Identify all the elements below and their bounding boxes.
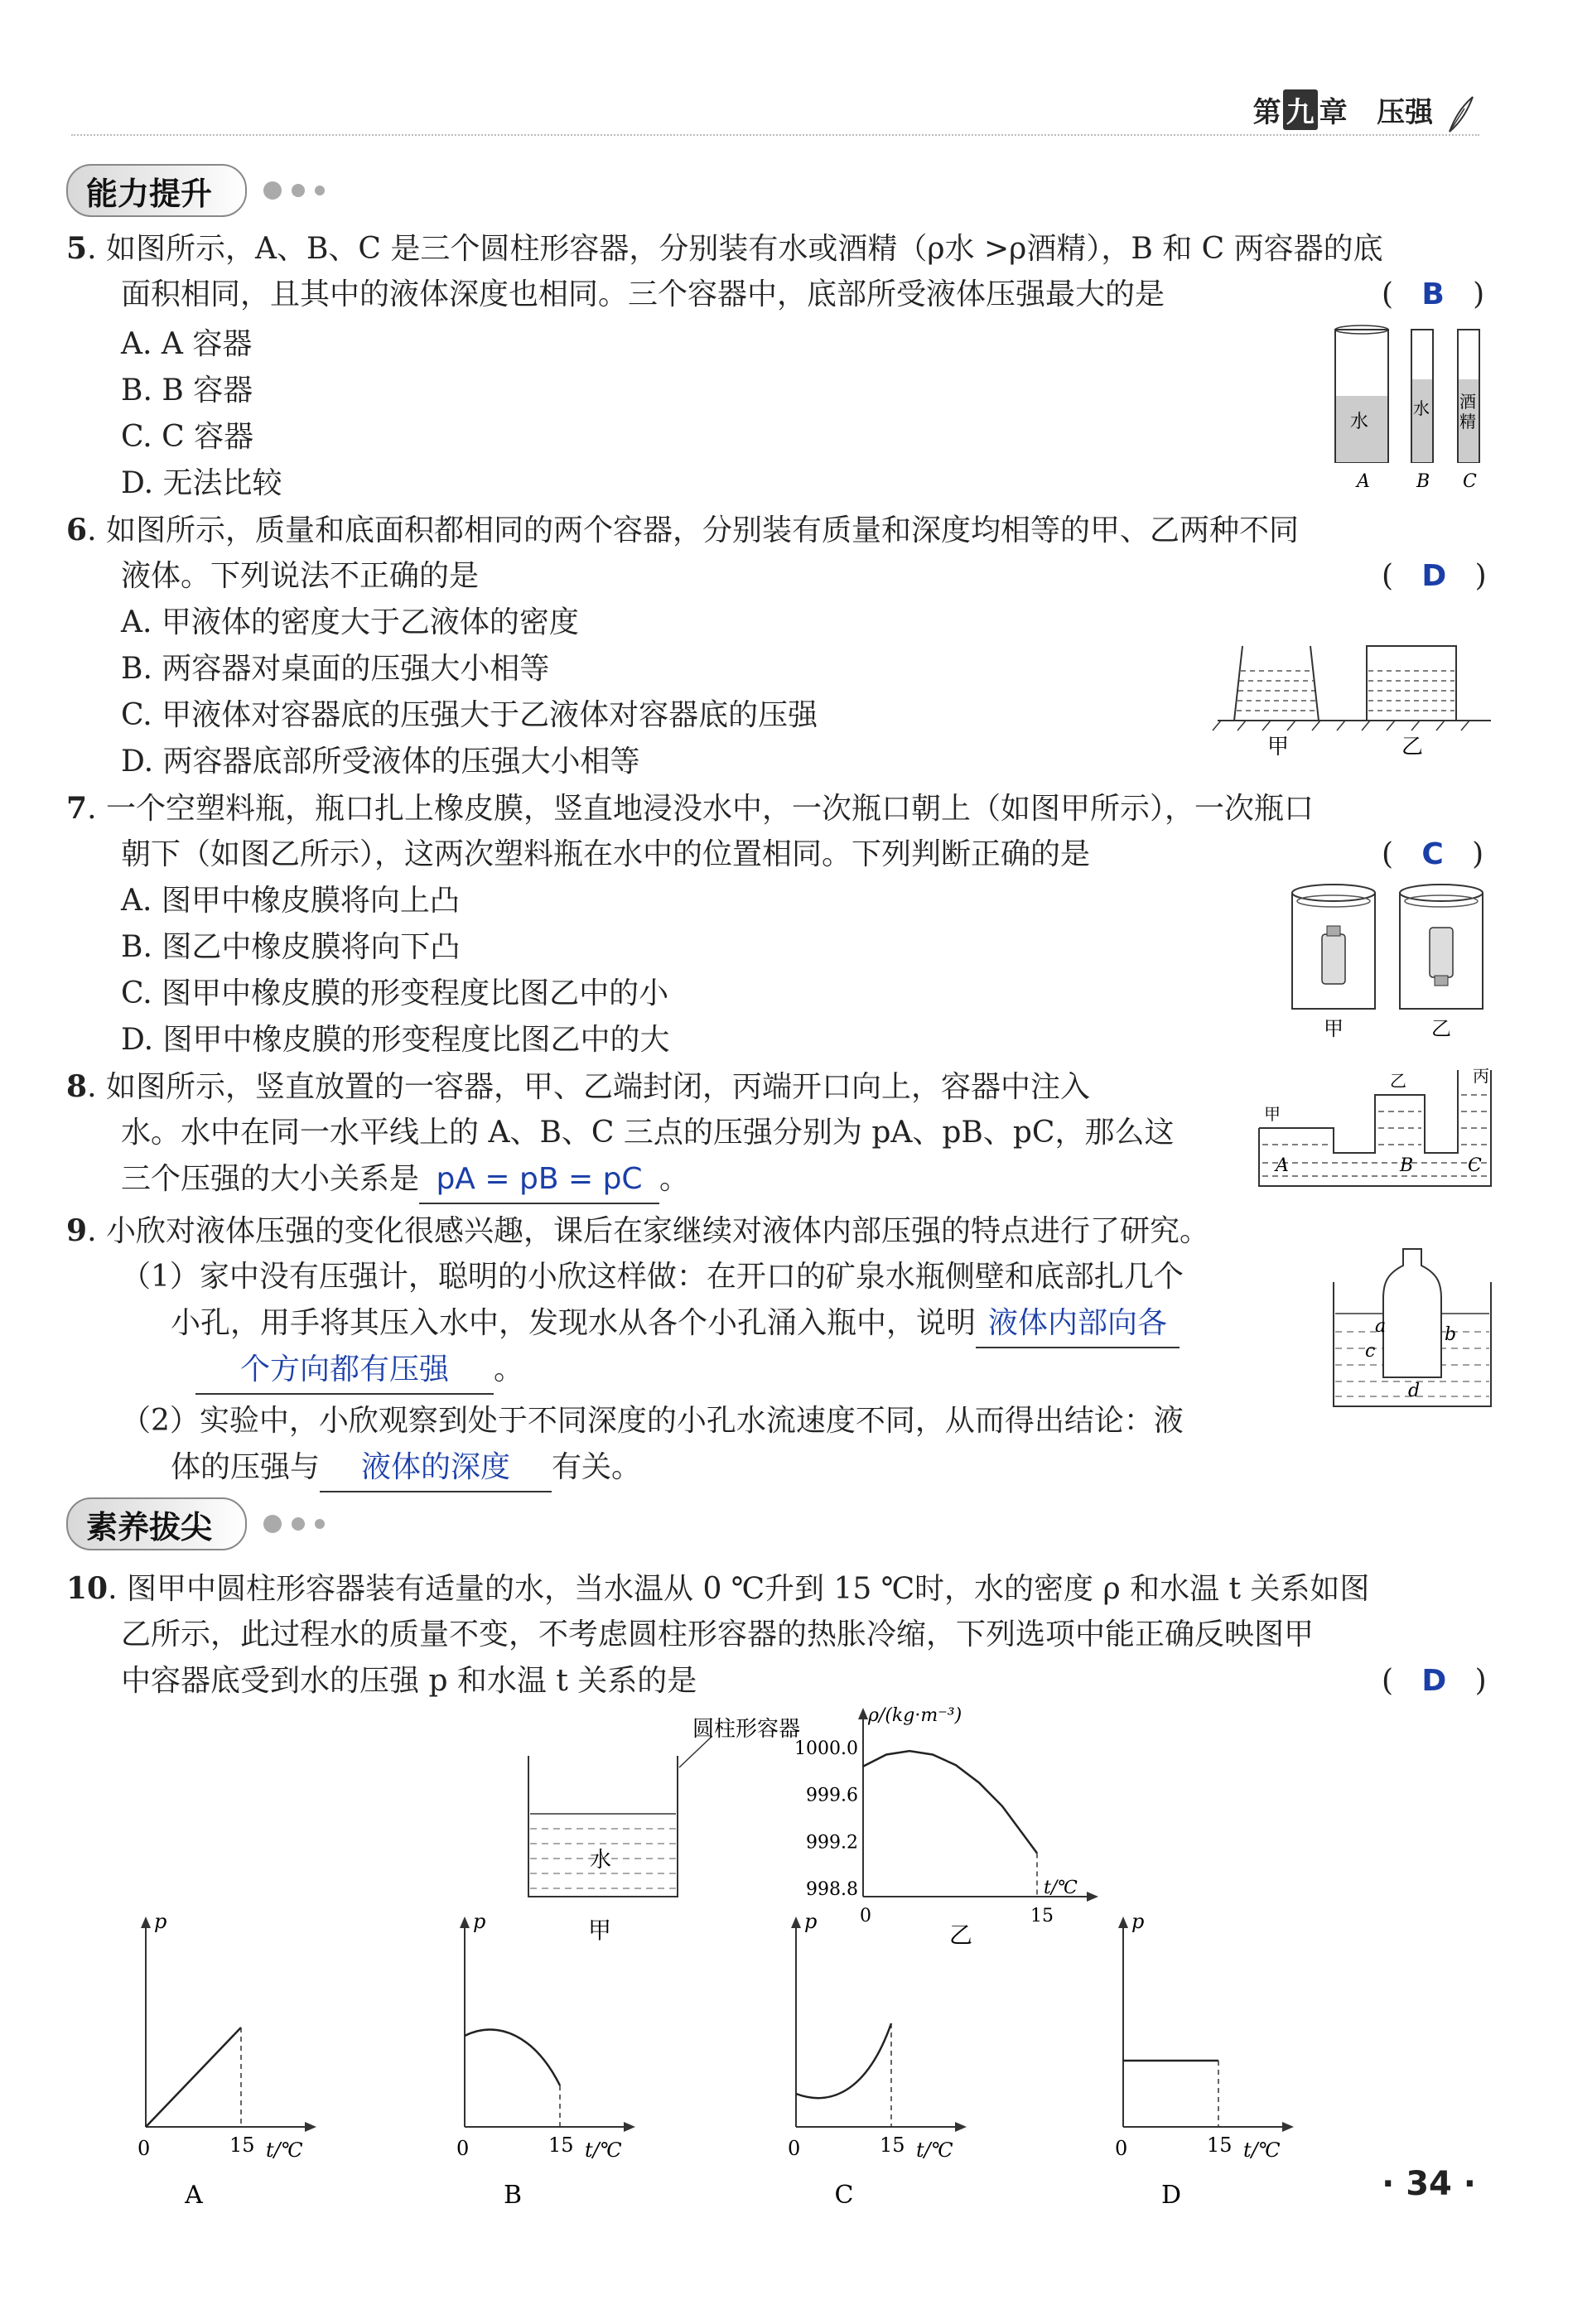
section-literacy-title: 素养拔尖	[66, 1497, 247, 1550]
q5-line1	[66, 225, 1383, 272]
section-dots-2	[263, 1515, 325, 1533]
section-dots	[263, 181, 325, 200]
q7-label-jia: 甲	[1324, 1017, 1344, 1040]
graph-plot-area	[146, 2027, 241, 2127]
graph-ylabel: p	[154, 1910, 167, 1933]
q8-label-jia: 甲	[1264, 1104, 1281, 1124]
q7-line1	[66, 785, 1314, 832]
q9-hole-a: a	[1375, 1316, 1387, 1337]
graph-xtick-15: 15	[880, 2134, 905, 2157]
q8-point-a: A	[1276, 1155, 1289, 1176]
graph-xtick-15: 15	[229, 2134, 255, 2157]
quill-icon	[1443, 94, 1476, 135]
q9-p1-answer2: 个方向都有压强	[195, 1347, 494, 1395]
option-graph-d	[1115, 1910, 1294, 2203]
q6-figure	[1209, 638, 1499, 770]
q8-point-b: B	[1400, 1155, 1414, 1176]
q6-line1	[66, 507, 1299, 554]
graph-y-arrow	[460, 1917, 470, 1928]
graph-ylabel: p	[804, 1910, 818, 1933]
q5-answer: ( B )	[1382, 277, 1485, 311]
q9-line1	[66, 1208, 1209, 1255]
chapter-number: 九	[1283, 89, 1318, 130]
q6-number: 6	[66, 513, 88, 547]
q8-text2: 水。水中在同一水平线上的 A、B、C 三点的压强分别为 pA、pB、pC，那么这	[121, 1116, 1175, 1150]
q9-number: 9	[66, 1213, 88, 1248]
chapter-title: 压强	[1377, 96, 1434, 129]
q7-answer-value: C	[1421, 837, 1444, 871]
graph-plot-area	[796, 2023, 891, 2127]
section-ability-title: 能力提升	[66, 164, 247, 217]
q9-p2-line2	[171, 1444, 641, 1492]
q8-number: 8	[66, 1069, 88, 1104]
graph-plot-area	[465, 2030, 560, 2128]
chapter-header	[1253, 89, 1476, 135]
graph-xtick-0: 0	[1115, 2137, 1128, 2160]
density-curve	[863, 1751, 1037, 1853]
q9-p2-answer: 液体的深度	[320, 1444, 552, 1492]
q8-text3-end: 。	[659, 1162, 690, 1196]
q9-hole-c: c	[1365, 1341, 1376, 1362]
q10-number: 10	[66, 1571, 109, 1606]
q10-answer-value: D	[1421, 1664, 1447, 1698]
option-graph-a	[137, 1910, 316, 2203]
q9-text1: . 小欣对液体压强的变化很感兴趣，课后在家继续对液体内部压强的特点进行了研究。	[87, 1214, 1209, 1248]
graph-xlabel: t/℃	[1243, 2138, 1281, 2162]
q6-option-d: D. 两容器底部所受液体的压强大小相等	[121, 745, 640, 779]
graph-x-arrow	[955, 2122, 967, 2132]
graph-xtick-15: 15	[1207, 2134, 1233, 2157]
q9-p1-end: 。	[494, 1352, 524, 1386]
graph-y-arrow	[1118, 1917, 1128, 1928]
q9-p2-end: 有关。	[552, 1450, 642, 1484]
page-number: · 34 ·	[1382, 2165, 1476, 2203]
q5-figure	[1325, 321, 1499, 495]
q8-line3	[121, 1156, 689, 1204]
q6-label-jia: 甲	[1267, 735, 1290, 759]
q10-water-label: 水	[590, 1848, 612, 1873]
q5-number: 5	[66, 231, 88, 266]
density-xtick: 15	[1030, 1906, 1054, 1926]
graph-caption: C	[834, 2181, 854, 2203]
q5-option-b: B. B 容器	[121, 374, 253, 407]
q7-number: 7	[66, 791, 88, 826]
density-ytick: 998.8	[806, 1879, 858, 1900]
graph-xtick-0: 0	[137, 2137, 151, 2160]
q8-figure	[1251, 1062, 1499, 1194]
graph-xtick-0: 0	[456, 2137, 470, 2160]
q7-option-d: D. 图甲中橡皮膜的形变程度比图乙中的大	[121, 1023, 670, 1057]
q8-label-yi: 乙	[1390, 1071, 1406, 1091]
graph-plot-area	[1123, 2061, 1218, 2127]
graph-xlabel: t/℃	[266, 2138, 303, 2162]
graph-xtick-15: 15	[548, 2134, 574, 2157]
graph-caption: D	[1160, 2181, 1182, 2203]
q5-option-a: A. A 容器	[121, 327, 253, 361]
q5-water-label: 水	[1350, 412, 1369, 432]
q10-line1	[66, 1565, 1369, 1613]
q9-p1-text1: （1）家中没有压强计，聪明的小欣这样做：在开口的矿泉水瓶侧壁和底部扎几个	[121, 1260, 1184, 1294]
q7-text1: . 一个空塑料瓶，瓶口扎上橡皮膜，竖直地浸没水中，一次瓶口朝上（如图甲所示），一次瓶口	[87, 792, 1314, 826]
q6-text1: . 如图所示，质量和底面积都相同的两个容器，分别装有质量和深度均相等的甲、乙两种不同	[87, 513, 1299, 547]
q8-text3: 三个压强的大小关系是	[121, 1162, 420, 1196]
q10-container-label: 圆柱形容器	[692, 1717, 801, 1742]
chapter-prefix: 第	[1252, 96, 1281, 129]
q6-answer-value: D	[1421, 559, 1447, 593]
q9-p2-text1: （2）实验中，小欣观察到处于不同深度的小孔水流速度不同，从而得出结论：液	[121, 1404, 1184, 1438]
q7-figure	[1284, 876, 1499, 1042]
q6-label-yi: 乙	[1401, 735, 1424, 759]
section-ability	[66, 164, 325, 217]
q10-text2: 乙所示，此过程水的质量不变，不考虑圆柱形容器的热胀冷缩，下列选项中能正确反映图甲	[121, 1618, 1315, 1651]
q6-answer: ( D )	[1382, 559, 1487, 593]
density-ylabel: ρ/(kg·m⁻³)	[868, 1705, 962, 1726]
density-xlabel: t/℃	[1044, 1878, 1078, 1898]
q7-option-c: C. 图甲中橡皮膜的形变程度比图乙中的小	[121, 976, 669, 1010]
q9-p1-text2: 小孔，用手将其压入水中，发现水从各个小孔涌入瓶中，说明	[171, 1306, 977, 1340]
option-graph-c	[788, 1910, 967, 2203]
graph-ylabel: p	[1131, 1910, 1145, 1933]
q8-answer: pA = pB = pC	[419, 1156, 659, 1204]
graph-caption: B	[503, 2181, 523, 2203]
q5-label-c: C	[1463, 471, 1477, 492]
graph-xlabel: t/℃	[585, 2138, 622, 2162]
graph-curve	[146, 2027, 241, 2127]
graph-y-arrow	[141, 1917, 151, 1928]
option-graph-b	[456, 1910, 635, 2203]
q10-text3: 中容器底受到水的压强 p 和水温 t 关系的是	[121, 1664, 697, 1698]
density-ytick: 1000.0	[794, 1738, 858, 1759]
q9-hole-d: d	[1408, 1381, 1421, 1401]
q6-option-a: A. 甲液体的密度大于乙液体的密度	[121, 605, 579, 639]
q6-option-b: B. 两容器对桌面的压强大小相等	[121, 652, 550, 686]
q10-option-graphs	[116, 1905, 1491, 2203]
q5-label-a: A	[1357, 471, 1370, 492]
q7-answer: ( C )	[1382, 837, 1484, 871]
graph-x-arrow	[1282, 2122, 1294, 2132]
graph-xlabel: t/℃	[916, 2138, 953, 2162]
chapter-suffix: 章	[1319, 96, 1348, 129]
q9-hole-b: b	[1445, 1324, 1457, 1345]
density-ytick: 999.6	[806, 1785, 858, 1806]
density-ytick: 999.2	[806, 1832, 858, 1854]
q10-caption-jia: 甲	[588, 1917, 612, 1944]
q5-alcohol-top: 酒	[1459, 392, 1476, 412]
q6-option-c: C. 甲液体对容器底的压强大于乙液体对容器底的压强	[121, 698, 818, 732]
q5-label-b: B	[1416, 471, 1430, 492]
graph-x-arrow	[624, 2122, 635, 2132]
section-literacy	[66, 1497, 325, 1550]
graph-ylabel: p	[473, 1910, 486, 1933]
graph-x-arrow	[305, 2122, 316, 2132]
q8-line1	[66, 1063, 1090, 1111]
q10-answer: ( D )	[1382, 1664, 1487, 1698]
graph-caption: A	[185, 2181, 203, 2203]
q9-p1-line3	[195, 1347, 523, 1395]
density-xtick: 0	[860, 1906, 871, 1926]
q5-option-d: D. 无法比较	[121, 466, 282, 500]
q5-text1: . 如图所示，A、B、C 是三个圆柱形容器，分别装有水或酒精（ρ水 >ρ酒精），B 和 C 两容器的底	[87, 232, 1383, 266]
header-divider	[71, 134, 1479, 136]
q5-option-c: C. C 容器	[121, 420, 254, 454]
q8-point-c: C	[1468, 1155, 1482, 1176]
q5-text2: 面积相同，且其中的液体深度也相同。三个容器中，底部所受液体压强最大的是	[121, 277, 1165, 311]
q9-figure	[1325, 1241, 1499, 1415]
graph-y-arrow	[791, 1917, 801, 1928]
q8-text1: . 如图所示，竖直放置的一容器，甲、乙端封闭，丙端开口向上，容器中注入	[87, 1070, 1090, 1104]
q10-text1: . 图甲中圆柱形容器装有适量的水，当水温从 0 ℃升到 15 ℃时，水的密度 ρ 和水温 t 关系如图	[108, 1572, 1370, 1606]
q8-label-bing: 丙	[1473, 1066, 1489, 1086]
graph-xtick-0: 0	[788, 2137, 801, 2160]
q7-option-b: B. 图乙中橡皮膜将向下凸	[121, 930, 461, 964]
q5-water-label-b: 水	[1413, 398, 1430, 418]
graph-curve	[465, 2030, 560, 2086]
q9-p1-answer1: 液体内部向各	[976, 1300, 1180, 1348]
q10-caption-yi: 乙	[949, 1921, 973, 1949]
q5-alcohol-bottom: 精	[1459, 412, 1476, 432]
q7-option-a: A. 图甲中橡皮膜将向上凸	[121, 884, 460, 918]
q5-answer-value: B	[1421, 277, 1445, 311]
graph-curve	[796, 2023, 891, 2098]
q9-p2-pre: 体的压强与	[171, 1450, 321, 1484]
q6-text2: 液体。下列说法不正确的是	[121, 559, 480, 593]
q7-text2: 朝下（如图乙所示），这两次塑料瓶在水中的位置相同。下列判断正确的是	[121, 837, 1091, 871]
q9-p1-line2	[171, 1300, 1180, 1348]
q7-label-yi: 乙	[1431, 1017, 1451, 1040]
